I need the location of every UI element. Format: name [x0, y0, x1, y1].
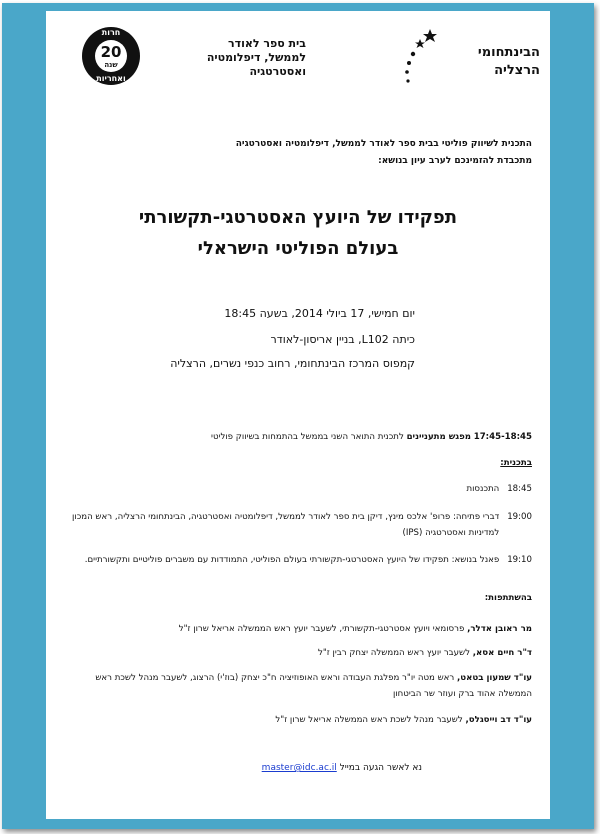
info-meeting-line	[62, 432, 532, 442]
program-item-time: 19:10	[507, 555, 532, 565]
anniversary-year-word: שנה	[104, 61, 118, 69]
participant-name: עו"ד דב וייסגלס,	[465, 715, 532, 725]
lauder-school-name	[176, 37, 306, 79]
anniversary-badge-logo	[80, 19, 142, 93]
stars-arc-icon	[390, 23, 450, 93]
idc-logo	[390, 23, 540, 103]
participant-entry	[62, 712, 532, 728]
participant-entry	[62, 621, 532, 637]
info-meeting-text: לתכנית התואר השני בממשל בהתמחות בשיווק פוליטי	[211, 432, 404, 442]
program-item-text: התכנסות	[466, 484, 500, 494]
participants-heading: בהשתתפות:	[484, 593, 532, 603]
program-heading: בתכנית:	[500, 458, 532, 468]
info-meeting-time: 17:45-18:45	[473, 432, 532, 442]
event-title	[46, 202, 550, 264]
idc-logo-line2: הרצליה	[494, 63, 540, 78]
rsvp-email-link[interactable]: master@idc.ac.il	[261, 763, 337, 773]
program-item-time: 19:00	[507, 512, 532, 522]
anniversary-number: 20	[100, 43, 122, 61]
anniversary-ring-top: חרות	[101, 28, 121, 37]
program-header-line: התכנית לשיווק פוליטי בבית ספר לאודר לממשל, דיפלומטיה ואסטרטגיה	[235, 139, 532, 149]
participant-name: מר ראובן אדלר,	[467, 624, 532, 634]
program-item	[62, 552, 532, 568]
participant-role: לשעבר יועץ ראש הממשלה יצחק רבין ז"ל	[317, 648, 470, 658]
event-title-line1: תפקידו של היועץ האסטרטגי-תקשורתי	[138, 207, 458, 228]
invitation-page	[46, 11, 550, 819]
event-room: כיתה L102, בניין אריסון-לאודר	[270, 333, 415, 346]
idc-logo-line1: הבינתחומי	[477, 45, 540, 60]
participant-role: לשעבר מנהל לשכת ראש הממשלה אריאל שרון ז"ל	[275, 715, 463, 725]
rsvp-line	[172, 763, 422, 773]
participant-role: פרסומאי ויועץ אסטרטגי-תקשורתי, לשעבר יועץ ראש הממשלה אריאל שרון ז"ל	[178, 624, 465, 634]
program-item	[62, 509, 532, 541]
program-item	[62, 481, 532, 497]
lauder-line: לממשל, דיפלומטיה	[206, 51, 306, 64]
participant-entry	[62, 645, 532, 661]
participant-name: ד"ר חיים אסא,	[472, 648, 532, 658]
participant-role: ראש מטה יו"ר מפלגת העבודה וראש האופוזיציה ח"כ יצחק (בוז'י) הרצוג, לשעבר מנהל לשכת ראש הממשלה אהוד ברק ועוזר שר הביטחון	[95, 673, 532, 699]
lauder-line: ואסטרטגיה	[249, 65, 306, 78]
invitation-line: מתכבדת להזמינכם לערב עיון בנושא:	[378, 156, 532, 166]
info-meeting-label: מפגש מתעניינים	[406, 432, 471, 442]
program-item-text: דברי פתיחה: פרופ' אלכס מינץ, דיקן בית ספר לאודר לממשל, דיפלומטיה ואסטרטגיה, הבינתחומי הרצליה, ראש המכון למדיניות ואסטרטגיה (IPS)	[72, 512, 500, 538]
rsvp-text: נא לאשר הגעה במייל	[339, 763, 422, 773]
event-campus: קמפוס המרכז הבינתחומי, רחוב כנפי נשרים, הרצליה	[170, 357, 415, 370]
event-title-line2: בעולם הפוליטי הישראלי	[197, 238, 399, 259]
participant-name: עו"ד שמעון בטאט,	[457, 673, 532, 683]
program-item-time: 18:45	[507, 484, 532, 494]
lauder-line: בית ספר לאודר	[228, 37, 306, 50]
anniversary-ring-bottom: ואחריות	[96, 74, 126, 83]
event-date-time: יום חמישי, 17 ביולי 2014, בשעה 18:45	[224, 307, 415, 320]
participant-entry	[62, 670, 532, 702]
program-item-text: פאנל בנושא: תפקידו של היועץ האסטרטגי-תקשורתי בעולם הפוליטי, התמודדות עם משברים פוליטיים ותקשורתיים.	[84, 555, 500, 565]
